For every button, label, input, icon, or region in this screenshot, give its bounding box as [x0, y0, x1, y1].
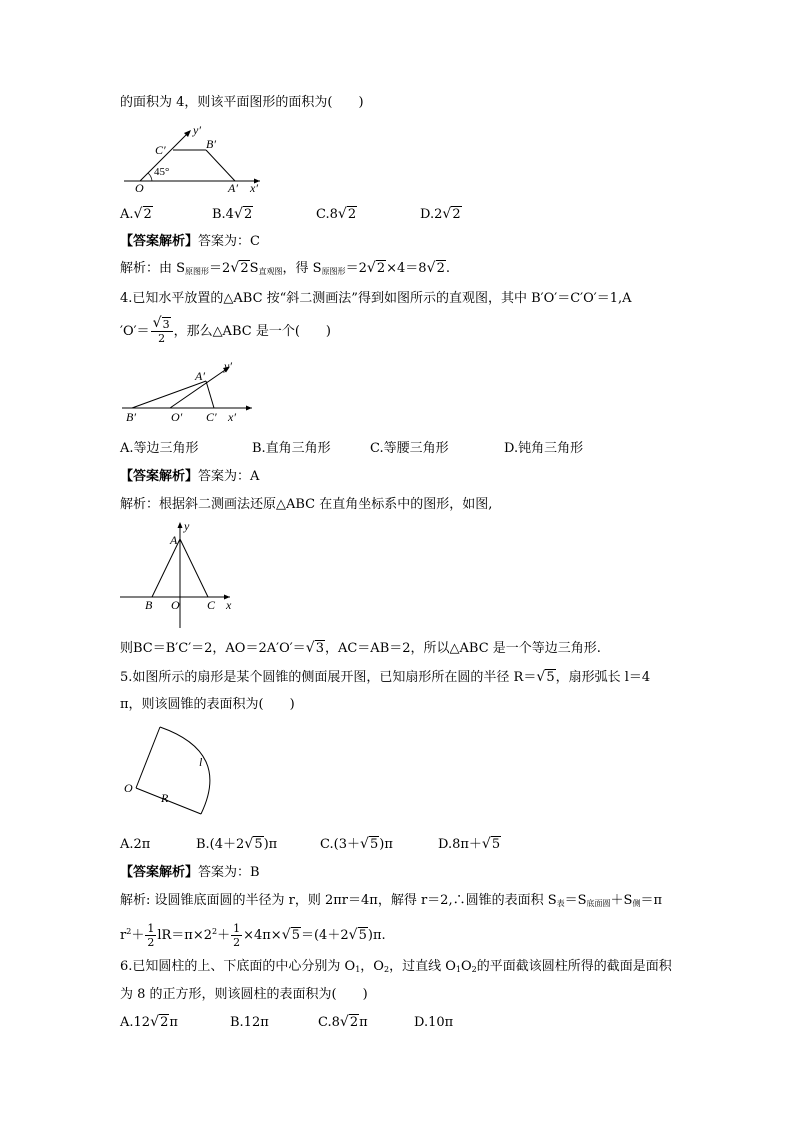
q3-answer: 【答案解析】答案为：C	[120, 234, 260, 249]
q5-label-l: l	[199, 755, 203, 769]
q4-label-b: B′	[126, 410, 136, 424]
q4-label-y: y′	[224, 359, 232, 373]
q5-figure	[118, 722, 228, 822]
q3-figure	[118, 124, 268, 196]
q3-analysis: 解析：由 $S_{原图形}=2√$ $2S_{直观图}$，得 $S_{原图形}=2√$ 2×4＝8√ 2.	[120, 260, 450, 281]
q4-option-c: C.等腰三角形	[370, 441, 449, 456]
q5-option-a: A.2π	[120, 837, 151, 852]
q4-options	[120, 440, 583, 458]
q4-label-x: x′	[228, 410, 236, 424]
q4-edge-ac	[206, 381, 214, 408]
q4s-label-c: C	[207, 598, 216, 612]
q4-option-a: A.等边三角形	[120, 441, 199, 456]
q4-edge-ba	[132, 381, 206, 408]
q3-option-d: D.2√ 2	[420, 206, 462, 224]
q4s-edge-ab	[152, 539, 180, 597]
q5-radius-top	[136, 727, 160, 788]
q3-options	[120, 206, 462, 224]
q4-figure	[118, 359, 258, 426]
q5-answer: 【答案解析】答案为：B	[120, 865, 260, 880]
q4s-label-o: O	[171, 598, 180, 612]
q4s-label-b: B	[145, 598, 153, 612]
q6-option-d: D.10π	[414, 1015, 454, 1030]
q3-label-a: A′	[228, 181, 238, 195]
q4-conclusion: 则BC＝B′C′＝2，AO＝2A′O′＝√ 3，AC＝AB＝2，所以△ABC 是一个等边三角形.	[120, 640, 601, 658]
q4-stem-line1: 4.已知水平放置的△ABC 按“斜二测画法”得到如图所示的直观图，其中 B′O′＝C′O′＝1,A	[120, 291, 632, 306]
q4s-label-y: y	[184, 519, 190, 533]
q5-analysis-line1: 解析: 设圆锥底面圆的半径为 r，则 2πr＝4π，解得 r＝2,∴圆锥的表面积 $S_表=S_{底面圆}+S_侧=\pi$	[120, 893, 662, 908]
q4-label-c: C′	[206, 410, 217, 424]
q5-option-d: D.8π＋√ 5	[438, 836, 501, 854]
q4-answer: 【答案解析】答案为：A	[120, 469, 260, 484]
q3-label-o: O	[135, 181, 144, 195]
q3-option-a: A.√ 2	[120, 206, 212, 224]
q5-analysis-line2: $r^2+$ $\frac{1}{2}$ $lR=\pi\times 2^2+$ $\frac{1}{2}$ ×4π×√ 5＝(4＋2√ 5)π.	[120, 922, 386, 949]
q5-option-b: B.(4＋2√ 5)π	[196, 836, 320, 854]
q5-stem-line2: π，则该圆锥的表面积为( )	[120, 697, 295, 712]
q4-label-a: A′	[195, 369, 205, 383]
q4s-label-a: A	[170, 533, 178, 547]
q3-label-x: x′	[250, 181, 258, 195]
q4-stem-line2: ′O′＝ √ $\frac{3}{2}$ ，那么△ABC 是一个( )	[120, 318, 331, 345]
q3-right-edge	[206, 150, 235, 181]
q6-option-c: C.8√ 2π	[318, 1014, 414, 1032]
q3-label-b: B′	[206, 137, 216, 151]
q4s-label-x: x	[226, 598, 232, 612]
q6-option-b: B.12π	[230, 1015, 269, 1030]
q3-option-b: B.4√ 2	[212, 206, 316, 224]
q4-option-b: B.直角三角形	[252, 441, 331, 456]
q4s-edge-ac	[180, 539, 208, 597]
q3-label-y: y′	[193, 123, 201, 137]
q5-label-r: R	[161, 791, 169, 805]
q6-options	[120, 1014, 453, 1032]
q3-label-angle: 45°	[154, 166, 170, 178]
q5-option-c: C.(3＋√ 5)π	[320, 836, 438, 854]
q3-option-c: C.8√ 2	[316, 206, 420, 224]
q5-radius-bottom	[136, 788, 201, 814]
q6-stem-line2: 为 8 的正方形，则该圆柱的表面积为( )	[120, 987, 368, 1002]
q3-angle-arc	[148, 173, 152, 181]
q5-stem-line1: 5.如图所示的扇形是某个圆锥的侧面展开图，已知扇形所在圆的半径 R＝√ 5，扇形弧长 l＝4	[120, 669, 650, 687]
q3-label-c: C′	[155, 143, 166, 157]
q4-analysis: 解析：根据斜二测画法还原△ABC 在直角坐标系中的图形，如图,	[120, 497, 493, 512]
q6-stem-line1: 6.已知圆柱的上、下底面的中心分别为 $O_1$，$O_2$，过直线 $O_1O_2$的平面截该圆柱所得的截面是面积	[120, 959, 672, 974]
q5-options	[120, 836, 501, 854]
q3-stem-tail: 的面积为 4，则该平面图形的面积为( )	[120, 95, 364, 110]
q4-label-o: O′	[171, 410, 183, 424]
q6-option-a: A.12√ 2π	[120, 1014, 230, 1032]
q4-solution-figure	[118, 520, 238, 632]
q4-option-d: D.钝角三角形	[504, 441, 584, 456]
q5-label-o: O	[124, 781, 133, 795]
